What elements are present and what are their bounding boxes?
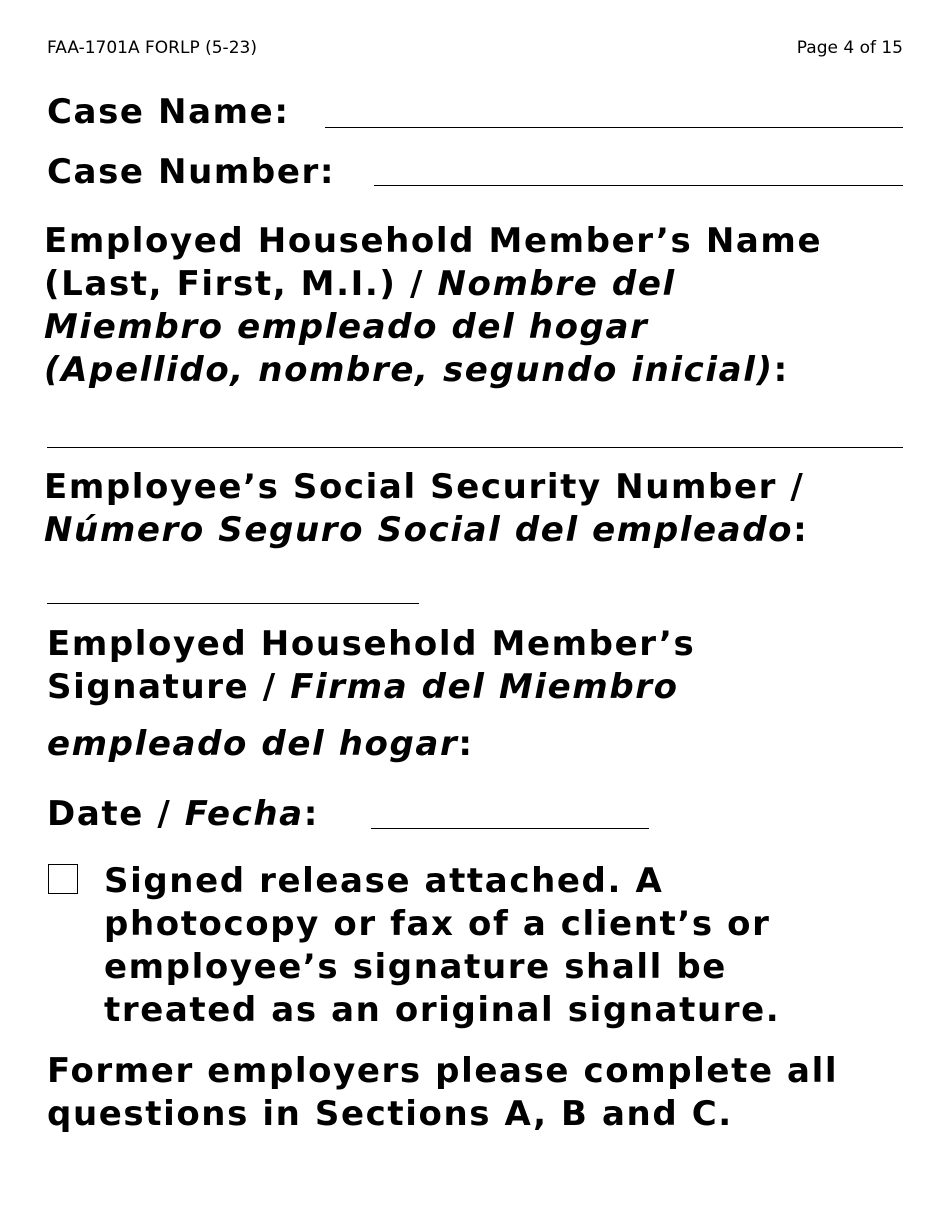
case-number-field[interactable] [374,185,903,186]
case-name-field[interactable] [325,127,903,128]
member-name-field[interactable] [47,447,903,448]
ssn-label: Employee’s Social Security Number / Número Seguro Social del empleado: [44,467,809,550]
former-employers-note: Former employers please complete all questions in Sections A, B and C. [47,1051,839,1134]
date-field[interactable] [371,828,649,829]
date-label: Date / Fecha: [47,794,319,834]
signature-label: Employed Household Member’s Signature / Firma del Miembro empleado del hogar: [47,624,696,764]
member-name-label: Employed Household Member’s Name (Last, First, M.I.) / Nombre del Miembro empleado del hogar (Apellido, nombre, segundo inicial): [44,221,823,390]
page-number: Page 4 of 15 [796,38,903,58]
ssn-field[interactable] [47,603,419,604]
signed-release-text: Signed release attached. A photocopy or fax of a client’s or employee’s signature shall be treated as an original signature. [104,861,781,1030]
case-number-label: Case Number: [47,152,336,192]
form-id: FAA-1701A FORLP (5-23) [47,38,257,58]
signed-release-checkbox[interactable] [48,864,78,894]
case-name-label: Case Name: [47,92,290,132]
